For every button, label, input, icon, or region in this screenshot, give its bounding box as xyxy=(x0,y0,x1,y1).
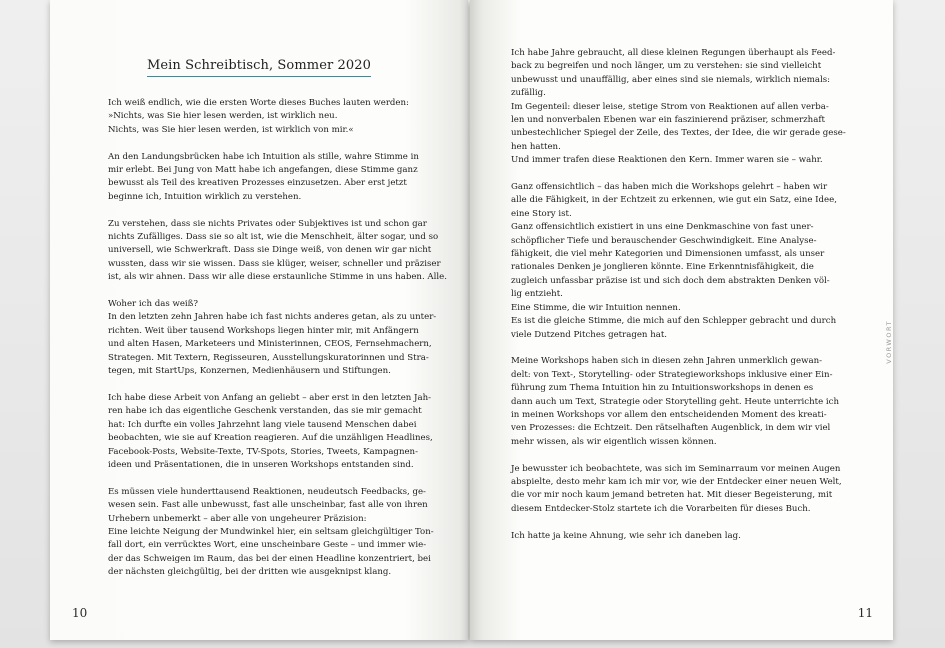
text-line: Meine Workshops haben sich in diesen zehn Jahren unmerklich gewan- xyxy=(511,356,823,367)
text-line: in meinen Workshops vor allem den entscheidenden Moment des kreati- xyxy=(511,409,827,420)
chapter-title-text: Mein Schreibtisch, Sommer 2020 xyxy=(147,58,371,77)
text-line: universell, wie Schwerkraft. Dass sie Dinge weiß, von denen wir gar nicht xyxy=(108,245,432,256)
running-head: VORWORT xyxy=(885,320,893,364)
paragraph xyxy=(511,530,861,543)
paragraph xyxy=(108,151,457,205)
text-line: hat: Ich durfte ein volles Jahrzehnt lang viele tausend Menschen dabei xyxy=(108,419,417,430)
text-line: die vor mir noch kaum jemand betreten hat. Mit dieser Begeisterung, mit xyxy=(511,490,833,501)
text-line: An den Landungsbrücken habe ich Intuition als stille, wahre Stimme in xyxy=(108,151,419,162)
text-line: beginne ich, Intuition wirklich zu verstehen. xyxy=(108,191,302,202)
text-line: zufällig. xyxy=(511,88,546,99)
text-line: fähigkeit, die viel mehr Kategorien und Dimensionen umfasst, als unser xyxy=(511,249,825,260)
text-line: ideen und Präsentationen, die in unseren Workshops entstanden sind. xyxy=(108,459,414,470)
text-line: diesem Entdecker-Stolz startete ich die Vorarbeiten für dieses Buch. xyxy=(511,503,811,514)
text-line: Eine leichte Neigung der Mundwinkel hier, ein seltsam gleichgültiger Ton- xyxy=(108,526,434,537)
text-line: len und nonverbalen Ebenen war ein faszinierend präziser, schmerzhaft xyxy=(511,115,825,126)
text-line: mir erlebt. Bei Jung von Matt habe ich angefangen, diese Stimme ganz xyxy=(108,165,418,176)
text-line: Ich habe diese Arbeit von Anfang an geliebt – aber erst in den letzten Jah- xyxy=(108,392,432,403)
text-line: wussten, dass wir sie wissen. Dass sie klüger, weiser, schneller und präziser xyxy=(108,258,441,269)
text-line: hen hatten. xyxy=(511,141,561,152)
text-line: Es ist die gleiche Stimme, die mich auf den Schlepper gebracht und durch xyxy=(511,316,837,327)
text-line: Facebook-Posts, Website-Texte, TV-Spots, Stories, Tweets, Kampagnen- xyxy=(108,446,418,457)
text-line: der das Schweigen im Raum, das bei der einen Headline konzentriert, bei xyxy=(108,553,431,564)
text-line: zugleich unfassbar präzise ist und sich doch dem abstrakten Denken völ- xyxy=(511,275,830,286)
chapter-title xyxy=(50,54,468,77)
text-line: ist, als wir ahnen. Dass wir alle diese erstaunliche Stimme in uns haben. Alle. xyxy=(108,272,447,283)
text-line: Ganz offensichtlich – das haben mich die Workshops gelehrt – haben wir xyxy=(511,182,828,193)
left-page xyxy=(50,0,468,640)
text-line: fall dort, ein verrücktes Wort, eine unscheinbare Geste – und immer wie- xyxy=(108,540,427,551)
text-line: unbewusst und unauffällig, aber eines sind sie niemals, wirklich niemals: xyxy=(511,74,831,85)
paragraph xyxy=(108,218,457,285)
page-number-right: 11 xyxy=(857,606,873,620)
text-line: und alten Hasen, Marketeers und Ministerinnen, CEOS, Fernsehmachern, xyxy=(108,339,432,350)
text-line: back zu begreifen und noch länger, um zu verstehen: sie sind vielleicht xyxy=(511,61,822,72)
paragraph xyxy=(108,486,457,580)
paragraph xyxy=(511,47,861,168)
text-line: Zu verstehen, dass sie nichts Privates oder Subjektives ist und schon gar xyxy=(108,218,427,229)
text-line: tegen, mit StartUps, Konzernen, Medienhäusern und Stiftungen. xyxy=(108,366,391,377)
text-line: wesen sein. Fast alle unbewusst, fast alle unscheinbar, fast alle von ihren xyxy=(108,500,428,511)
text-line: schöpflicher Tiefe und berauschender Geschwindigkeit. Eine Analyse- xyxy=(511,235,817,246)
text-line: Nichts, was Sie hier lesen werden, ist wirklich von mir.« xyxy=(108,124,354,135)
text-line: Urhebern unbemerkt – aber alle von ungeheurer Präzision: xyxy=(108,513,367,524)
paragraph xyxy=(108,298,457,378)
text-line: ven Prozesses: die Echtzeit. Den rätselhaften Augenblick, in dem wir viel xyxy=(511,423,831,434)
text-line: Ich habe Jahre gebraucht, all diese kleinen Regungen überhaupt als Feed- xyxy=(511,48,836,58)
text-line: führung zum Thema Intuition hin zu Intuitionsworkshops in denen es xyxy=(511,383,814,394)
text-line: Strategen. Mit Textern, Regisseuren, Ausstellungskuratorinnen und Stra- xyxy=(108,352,429,363)
text-line: nichts Zufälliges. Dass sie so alt ist, wie die Menschheit, älter sogar, und so xyxy=(108,232,439,243)
paragraph xyxy=(511,355,861,449)
text-line: Ich hatte ja keine Ahnung, wie sehr ich daneben lag. xyxy=(511,530,741,541)
text-line: delt: von Text-, Storytelling- oder Strategieworkshops inklusive einer Ein- xyxy=(511,369,833,380)
paragraph xyxy=(108,97,457,137)
text-line: viele Dutzend Pitches getragen hat. xyxy=(511,329,668,340)
text-line: der nächsten gleichgültig, bei der dritten wie ausgeknipst klang. xyxy=(108,567,392,578)
text-line: mehr wissen, als wir eigentlich wissen können. xyxy=(511,436,717,447)
text-line: rationales Denken je jonglieren könnte. Eine Erkenntnisfähigkeit, die xyxy=(511,262,814,273)
right-page xyxy=(470,0,893,640)
text-line: »Nichts, was Sie hier lesen werden, ist wirklich neu. xyxy=(108,111,338,122)
text-line: unbestechlicher Spiegel der Zeile, des Textes, der Idee, die wir gerade gese- xyxy=(511,128,846,139)
text-line: Im Gegenteil: dieser leise, stetige Strom von Reaktionen auf allen verba- xyxy=(511,101,829,112)
text-line: beobachten, wie sie auf Kreation reagieren. Auf die unzähligen Headlines, xyxy=(108,433,433,444)
text-line: Ganz offensichtlich existiert in uns eine Denkmaschine von fast uner- xyxy=(511,222,814,233)
paragraph xyxy=(511,181,861,342)
text-line: richten. Weit über tausend Workshops liegen hinter mir, mit Anfängern xyxy=(108,325,419,336)
left-page-body xyxy=(108,97,457,593)
text-line: Je bewusster ich beobachtete, was sich im Seminarraum vor meinen Augen xyxy=(511,463,841,474)
text-line: alle die Fähigkeit, in der Echtzeit zu erkennen, wie gut ein Satz, eine Idee, xyxy=(511,195,837,206)
text-line: Eine Stimme, die wir Intuition nennen. xyxy=(511,302,681,313)
text-line: eine Story ist. xyxy=(511,208,572,219)
text-line: abspielte, desto mehr kam ich mir vor, wie der Entdecker einer neuen Welt, xyxy=(511,476,842,487)
paragraph xyxy=(108,392,457,472)
page-number-left: 10 xyxy=(72,606,88,620)
text-line: Und immer trafen diese Reaktionen den Kern. Immer waren sie – wahr. xyxy=(511,155,823,166)
text-line: ren habe ich das eigentliche Geschenk verstanden, das sie mir gemacht xyxy=(108,406,422,417)
text-line: Es müssen viele hunderttausend Reaktionen, neudeutsch Feedbacks, ge- xyxy=(108,486,426,497)
right-page-body xyxy=(511,47,861,556)
text-line: bewusst als Teil des kreativen Prozesses einzusetzen. Aber erst jetzt xyxy=(108,178,407,189)
text-line: lig entzieht. xyxy=(511,289,563,300)
text-line: dann auch um Text, Strategie oder Storytelling geht. Heute unterrichte ich xyxy=(511,396,840,407)
text-line: In den letzten zehn Jahren habe ich fast nichts anderes getan, als zu unter- xyxy=(108,312,437,323)
paragraph xyxy=(511,463,861,517)
text-line: Woher ich das weiß? xyxy=(108,299,199,310)
text-line: Ich weiß endlich, wie die ersten Worte dieses Buches lauten werden: xyxy=(108,98,409,108)
